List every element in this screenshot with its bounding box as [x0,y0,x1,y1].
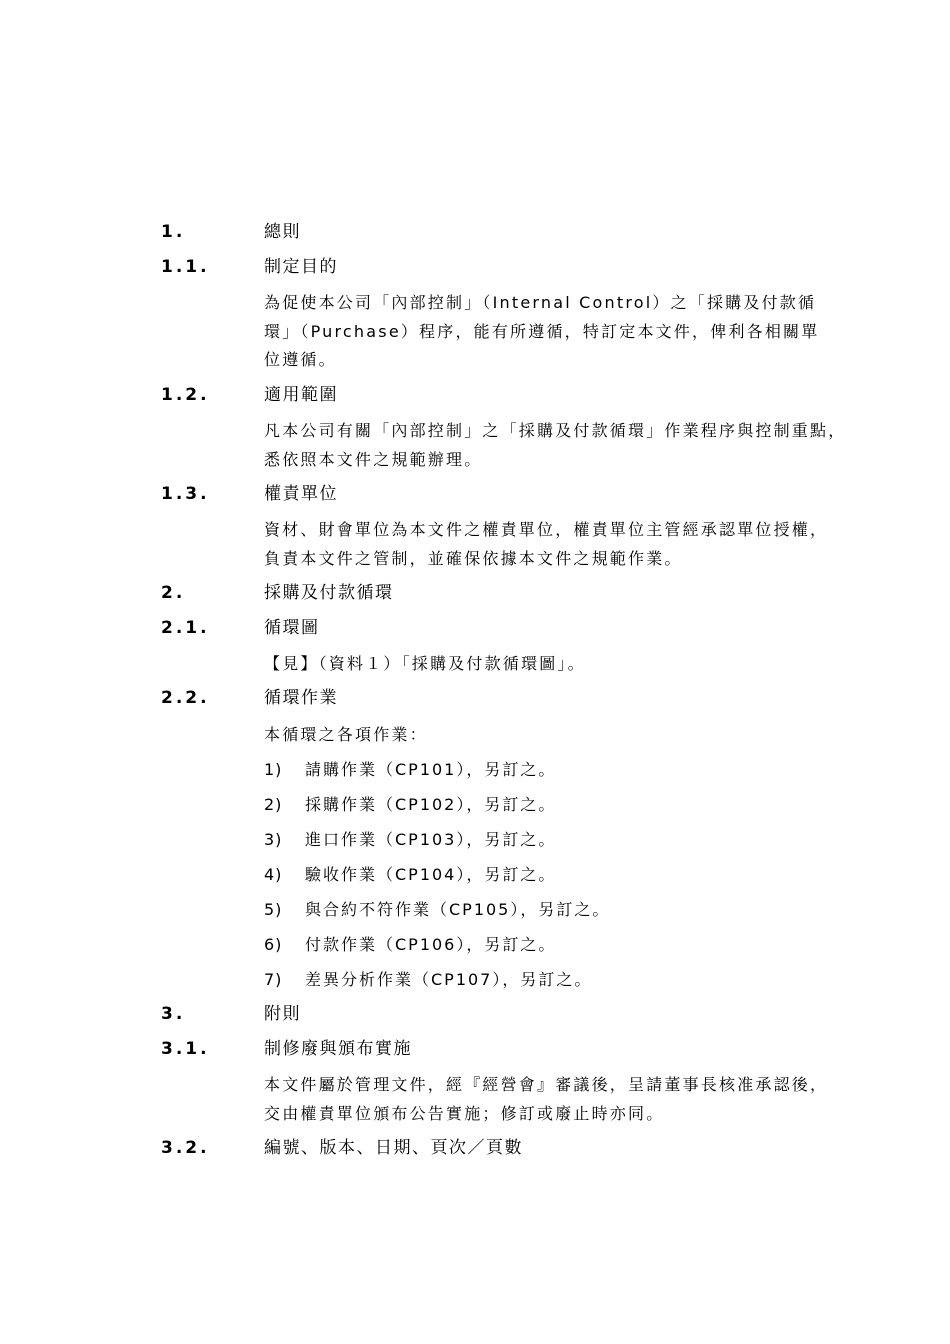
list-item-text: 採購作業（CP102），另訂之。 [305,795,557,814]
section-number: 1.1. [161,257,210,277]
list-item [0,794,950,824]
section-number: 2. [161,583,186,603]
section-number: 3.2. [161,1138,210,1158]
section-3-2-heading [0,1137,950,1167]
list-item [0,934,950,964]
section-title: 循環圖 [264,618,320,638]
list-item-text: 與合約不符作業（CP105），另訂之。 [305,900,611,919]
section-2-2-heading [0,687,950,717]
section-1-2-paragraph [264,417,884,474]
list-item-number: 3) [264,830,283,849]
section-1-1-paragraph [264,289,884,375]
section-number: 2.2. [161,688,210,708]
paragraph-line: 為促使本公司「內部控制」（Internal Control）之「採購及付款循 [264,293,817,312]
paragraph-line: 交由權責單位頒布公告實施；修訂或廢止時亦同。 [264,1103,665,1123]
section-title: 制定目的 [264,257,338,277]
section-3-heading [0,1003,950,1033]
list-item [0,829,950,859]
section-2-heading [0,582,950,612]
paragraph-line: 資材、財會單位為本文件之權責單位，權責單位主管經承認單位授權， [264,520,829,539]
list-item-number: 5) [264,900,283,919]
section-2-2-paragraph [264,721,884,750]
list-item [0,969,950,999]
section-1-heading [0,221,950,251]
section-1-3-heading [0,483,950,513]
section-title: 採購及付款循環 [264,583,394,603]
section-2-1-paragraph [264,650,884,679]
section-number: 2.1. [161,618,210,638]
section-3-1-paragraph [264,1071,884,1128]
section-title: 總則 [264,222,301,242]
paragraph-line: 環」（Purchase）程序，能有所遵循，特訂定本文件，俾利各相關單 [264,321,820,341]
list-item-text: 進口作業（CP103），另訂之。 [305,830,557,849]
section-1-3-paragraph [264,516,884,573]
list-item-text: 差異分析作業（CP107），另訂之。 [305,970,593,989]
paragraph-line: 悉依照本文件之規範辦理。 [264,449,483,469]
section-1-1-heading [0,256,950,286]
section-number: 1.3. [161,484,210,504]
section-title: 編號、版本、日期、頁次／頁數 [264,1138,523,1158]
section-number: 1.2. [161,385,210,405]
list-item-number: 4) [264,865,283,884]
paragraph-line: 凡本公司有關「內部控制」之「採購及付款循環」作業程序與控制重點， [264,421,847,440]
paragraph-line: 本文件屬於管理文件，經『經營會』審議後，呈請董事長核准承認後， [264,1075,829,1094]
list-item [0,864,950,894]
list-item-text: 付款作業（CP106），另訂之。 [305,935,557,954]
list-item [0,759,950,789]
section-number: 1. [161,222,186,242]
section-number: 3. [161,1004,186,1024]
section-title: 循環作業 [264,688,338,708]
paragraph-line: 【見】（資料１）「採購及付款循環圖」。 [264,654,586,673]
list-item-number: 7) [264,970,283,989]
section-title: 附則 [264,1004,301,1024]
list-item-number: 1) [264,760,283,779]
section-2-1-heading [0,617,950,647]
paragraph-line: 位遵循。 [264,350,337,369]
section-title: 制修廢與頒布實施 [264,1039,412,1059]
section-title: 權責單位 [264,484,338,504]
section-3-1-heading [0,1038,950,1068]
paragraph-line: 負責本文件之管制，並確保依據本文件之規範作業。 [264,548,683,568]
list-item-number: 2) [264,795,283,814]
list-item-number: 6) [264,935,283,954]
section-number: 3.1. [161,1039,210,1059]
list-item-text: 驗收作業（CP104），另訂之。 [305,865,557,884]
list-item [0,899,950,929]
section-1-2-heading [0,384,950,414]
list-item-text: 請購作業（CP101），另訂之。 [305,760,557,779]
paragraph-line: 本循環之各項作業： [264,725,428,744]
section-title: 適用範圍 [264,385,338,405]
